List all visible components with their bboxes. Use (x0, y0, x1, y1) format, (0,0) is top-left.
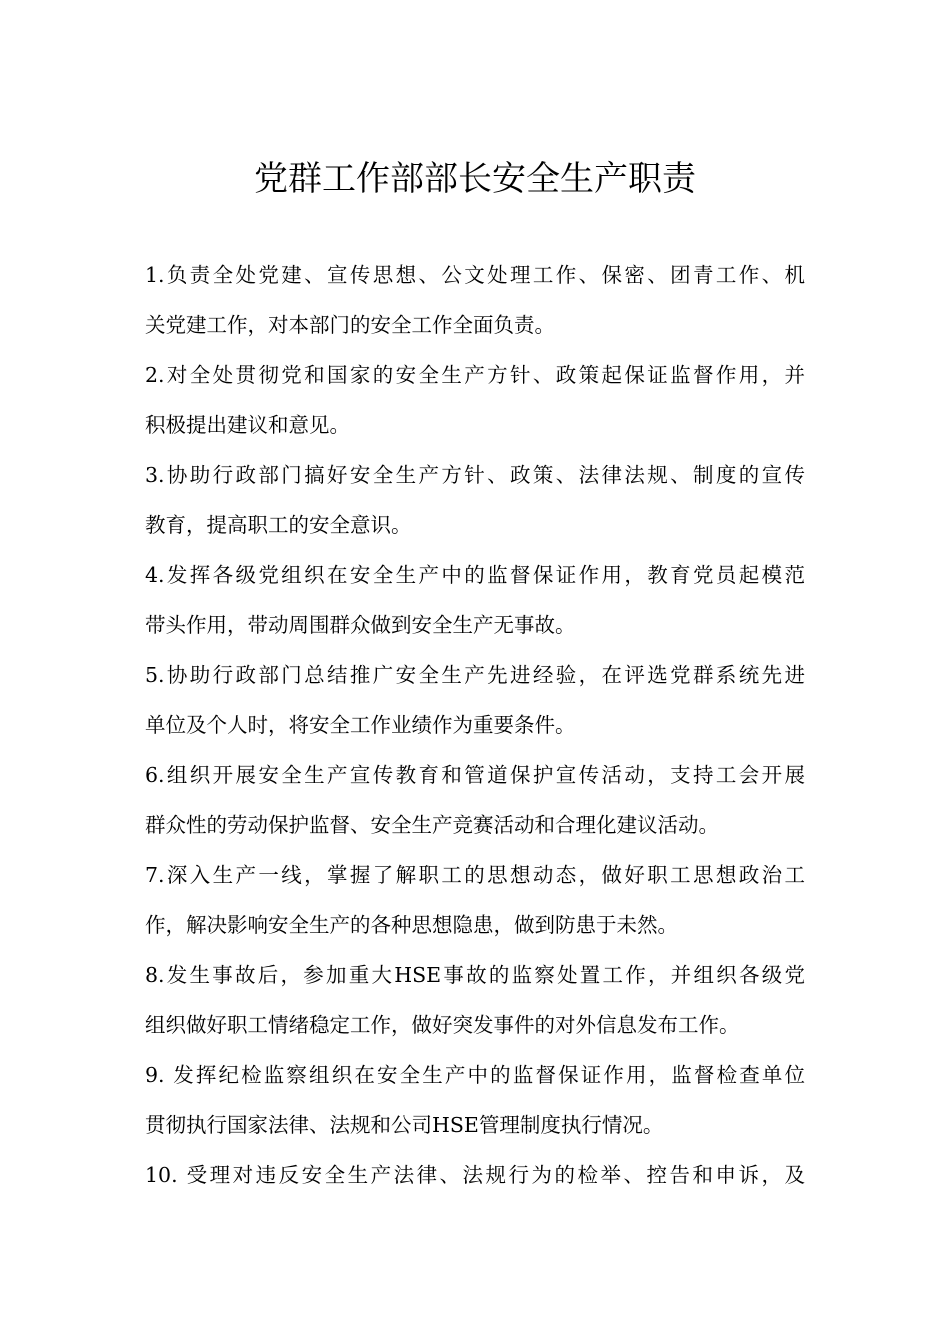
body-text-line: 5.协助行政部门总结推广安全生产先进经验，在评选党群系统先进 (145, 663, 805, 687)
body-text-line: 单位及个人时，将安全工作业绩作为重要条件。 (145, 713, 576, 737)
body-text-line: 4.发挥各级党组织在安全生产中的监督保证作用，教育党员起模范 (145, 563, 805, 587)
body-text-line: 教育，提高职工的安全意识。 (145, 513, 412, 537)
body-text-line: 10. 受理对违反安全生产法律、法规行为的检举、控告和申诉，及 (145, 1163, 805, 1187)
document-title: 党群工作部部长安全生产职责 (254, 159, 696, 199)
body-text-line: 作，解决影响安全生产的各种思想隐患，做到防患于未然。 (145, 913, 678, 937)
body-text-line: 群众性的劳动保护监督、安全生产竞赛活动和合理化建议活动。 (145, 813, 719, 837)
body-text-line: 3.协助行政部门搞好安全生产方针、政策、法律法规、制度的宣传 (145, 463, 805, 487)
body-text-line: 1.负责全处党建、宣传思想、公文处理工作、保密、团青工作、机 (145, 263, 805, 287)
body-text-line: 6.组织开展安全生产宣传教育和管道保护宣传活动，支持工会开展 (145, 763, 805, 787)
body-text-line: 8.发生事故后，参加重大HSE事故的监察处置工作，并组织各级党 (145, 963, 805, 987)
body-text-line: 贯彻执行国家法律、法规和公司HSE管理制度执行情况。 (145, 1113, 664, 1137)
body-text-line: 2.对全处贯彻党和国家的安全生产方针、政策起保证监督作用，并 (145, 363, 805, 387)
body-text-line: 7.深入生产一线，掌握了解职工的思想动态，做好职工思想政治工 (145, 863, 805, 887)
body-text-line: 关党建工作，对本部门的安全工作全面负责。 (145, 313, 555, 337)
body-text-line: 9. 发挥纪检监察组织在安全生产中的监督保证作用，监督检查单位 (145, 1063, 805, 1087)
body-text-line: 带头作用，带动周围群众做到安全生产无事故。 (145, 613, 576, 637)
body-text-line: 组织做好职工情绪稳定工作，做好突发事件的对外信息发布工作。 (145, 1013, 740, 1037)
body-text-line: 积极提出建议和意见。 (145, 413, 350, 437)
document-body (145, 250, 805, 1200)
